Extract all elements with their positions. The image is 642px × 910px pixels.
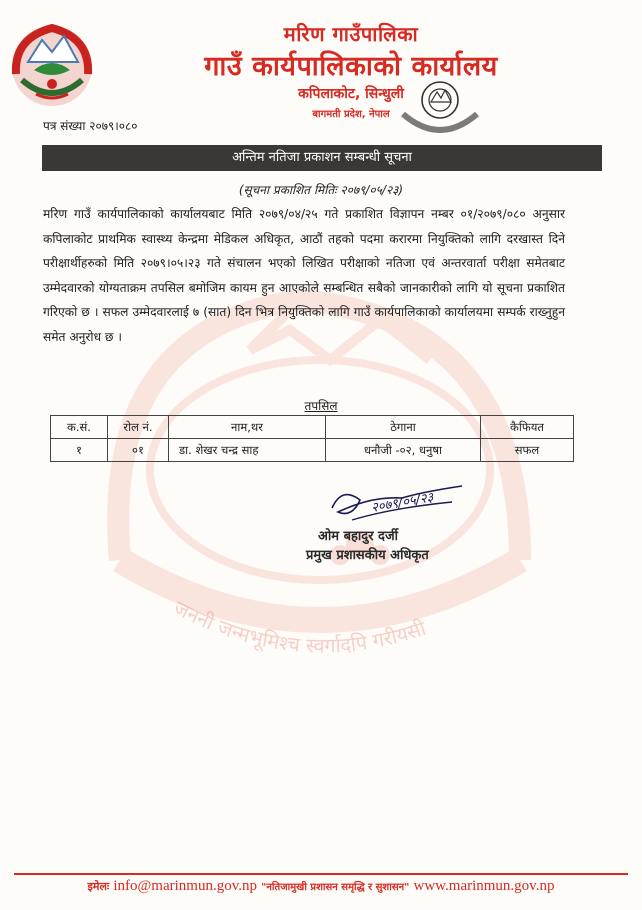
header-serial: क.सं. [51, 416, 108, 439]
signer-title: प्रमुख प्रशासकीय अधिकृत [306, 548, 429, 563]
footer [0, 878, 642, 895]
header-address: ठेगाना [326, 416, 481, 439]
table-row [51, 439, 574, 462]
header-remarks: कैफियत [481, 416, 574, 439]
office-name: गाउँ कार्यपालिकाको कार्यालय [204, 51, 498, 82]
office-address: कपिलाकोट, सिन्धुली [298, 86, 404, 102]
notice-title: अन्तिम नतिजा प्रकाशन सम्बन्धी सूचना [42, 145, 602, 171]
results-table [50, 415, 574, 462]
email-link[interactable]: info@marinmun.gov.np [113, 878, 257, 894]
cell-roll: ०१ [108, 439, 169, 462]
letter-number: पत्र संख्या २०७९।०८० [43, 119, 138, 133]
office-stamp-icon [395, 74, 485, 140]
header-name: नाम,थर [169, 416, 326, 439]
table-caption: तपसिल [304, 399, 338, 413]
cell-name: डा. शेखर चन्द्र साह [169, 439, 326, 462]
cell-serial: १ [51, 439, 108, 462]
header-roll: रोल नं. [108, 416, 169, 439]
cell-address: धनौजी -०२, धनुषा [326, 439, 481, 462]
signature-icon [312, 478, 472, 530]
footer-slogan: "नतिजामुखी प्रशासन समृद्धि र सुशासन" [261, 882, 410, 893]
province-name: बागमती प्रदेश, नेपाल [312, 109, 390, 120]
footer-divider [14, 873, 628, 875]
table-header-row [51, 416, 574, 439]
cell-remarks: सफल [481, 439, 574, 462]
signature-date: २०७९/०५/२३ [370, 490, 435, 516]
notice-body: मरिण गाउँ कार्यपालिकाको कार्यालयबाट मिति २०७९/०४/२५ गते प्रकाशित विज्ञापन नम्बर ०१/२०७९/०८० अनुसार कपिलाकोट प्राथमिक स्वास्थ्य केन्द्रमा मेडिकल अधिकृत, आठौं तहको पदमा करारमा नियुक्तिको लागि दरखास्त दिने परीक्षार्थीहरुको मिति २०७९।०५।२३ गते संचालन भएको लिखित परीक्षाको नतिजा एवं अन्तरवार्ता परीक्षा समेतबाट उम्मेदवारको योग्यताक्रम तपसिल बमोजिम कायम हुन आएकोले सम्बन्धित सबैको जानकारीको लागि यो सूचना प्रकाशित गरिएको छ । सफल उम्मेदवारलाई ७ (सात) दिन भित्र नियुक्तिको लागि गाउँ कार्यपालिकाको कार्यालयमा सम्पर्क राख्नुहुन समेत अनुरोध छ । [43, 207, 565, 344]
watermark-motto: जननी जन्मभूमिश्च स्वर्गादपि गरीयसी [169, 595, 429, 658]
municipality-name: मरिण गाउँपालिका [283, 22, 419, 46]
publication-date: (सूचना प्रकाशित मितिः २०७९/०५/२३) [238, 183, 404, 197]
email-label: इमेलः [87, 880, 110, 893]
signer-name: ओम बहादुर दर्जी [318, 529, 398, 544]
svg-text:जननी जन्मभूमिश्च स्वर्गादपि गर [170, 595, 430, 657]
website-link[interactable]: www.marinmun.gov.np [413, 878, 555, 894]
